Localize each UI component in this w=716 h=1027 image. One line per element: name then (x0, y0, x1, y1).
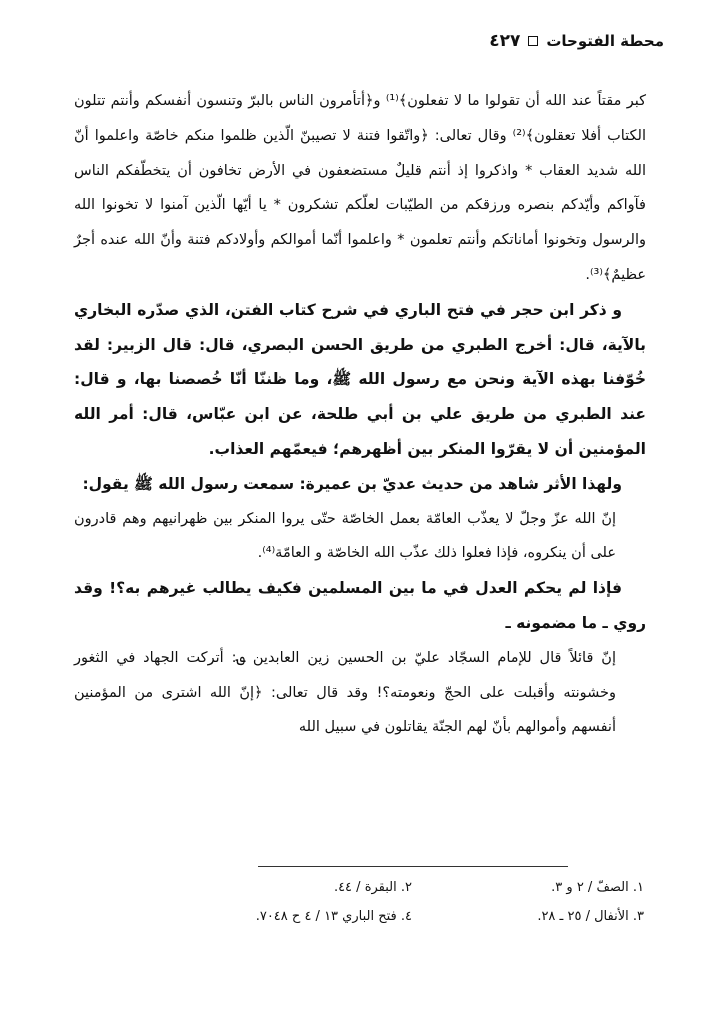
hadith-quote: إنّ الله عزّ وجلّ لا يعذّب العامّة بعمل الخاصّة حتّى يروا المنكر بين ظهرانيهم وهم قادرون على أن ينكروه، فإذا فعلوا ذلك عذّب الله الخاصّة و العامّة⁽⁴⁾. (74, 510, 616, 562)
paragraph-2: و ذكر ابن حجر في فتح الباري في شرح كتاب الفتن، الذي صدّره البخاري بالآية، قال: أخرج الطبري من طريق الحسن البصري، قال: قال الزبير: لقد خُوّفنا بهذه الآية ونحن مع رسول الله ﷺ، وما ظننّا أنّا خُصصنا بها، و قال: عند الطبري من طريق علي بن أبي طلحة، عن ابن عبّاس، قال: أمر الله المؤمنين أن لا يقرّوا المنكر بين أظهرهم؛ فيعمّهم العذاب. (74, 300, 646, 458)
paragraph-1: كبر مقتاً عند الله أن تقولوا ما لا تفعلون﴾⁽¹⁾ و﴿أتأمرون الناس بالبرّ وتنسون أنفسكم وأنتم تتلون الكتاب أفلا تعقلون﴾⁽²⁾ وقال تعالى: ﴿واتّقوا فتنة لا تصيبنّ الّذين ظلموا منكم خاصّة واعلموا أنّ الله شديد العقاب * واذكروا إذ أنتم قليلٌ مستضعفون في الأرض تخافون أن يتخطّفكم الناس فآواكم وأيّدكم بنصره ورزقكم من الطيّبات لعلّكم تشكرون * يا أيّها الّذين آمنوا لا تخونوا الله والرسول وتخونوا أماناتكم وأنتم تعلمون * واعلموا أنّما أموالكم وأولادكم فتنة وأنّ الله عنده أجرٌ عظيمٌ﴾⁽³⁾. (74, 93, 646, 283)
page-header (52, 26, 664, 56)
paragraph-5: فإذا لم يحكم العدل في ما بين المسلمين فكيف يطالب غيرهم به؟! وقد روي ـ ما مضمونه ـ (74, 579, 646, 632)
running-title: محطة الفتوحات (546, 32, 664, 50)
paragraph-3: ولهذا الأثر شاهد من حديث عديّ بن عميرة: سمعت رسول الله ﷺ يقول: (82, 474, 622, 493)
narration-quote: إنّ قائلاً قال للإمام السجّاد عليّ بن الحسين زين العابدين ؈: أتركت الجهاد في الثغور وخشونته وأقبلت على الحجّ ونعومته؟! وقد قال تعالى: ﴿إنّ الله اشترى من المؤمنين أنفسهم وأموالهم بأنّ لهم الجنّة يقاتلون في سبيل الله (74, 649, 616, 736)
footnotes (180, 880, 644, 924)
footnote-4: ٤. فتح الباري ١٣ / ٤ ح ٧٠٤٨. (255, 909, 412, 924)
footnote-1: ١. الصفّ / ٢ و ٣. (551, 880, 644, 895)
footnote-3: ٣. الأنفال / ٢٥ ـ ٢٨. (537, 909, 644, 924)
main-text (74, 84, 646, 745)
square-ornament-icon (528, 36, 538, 46)
page-number: ٤٢٧ (489, 31, 521, 51)
footnote-separator (258, 866, 568, 867)
footnote-2: ٢. البقرة / ٤٤. (333, 880, 412, 895)
